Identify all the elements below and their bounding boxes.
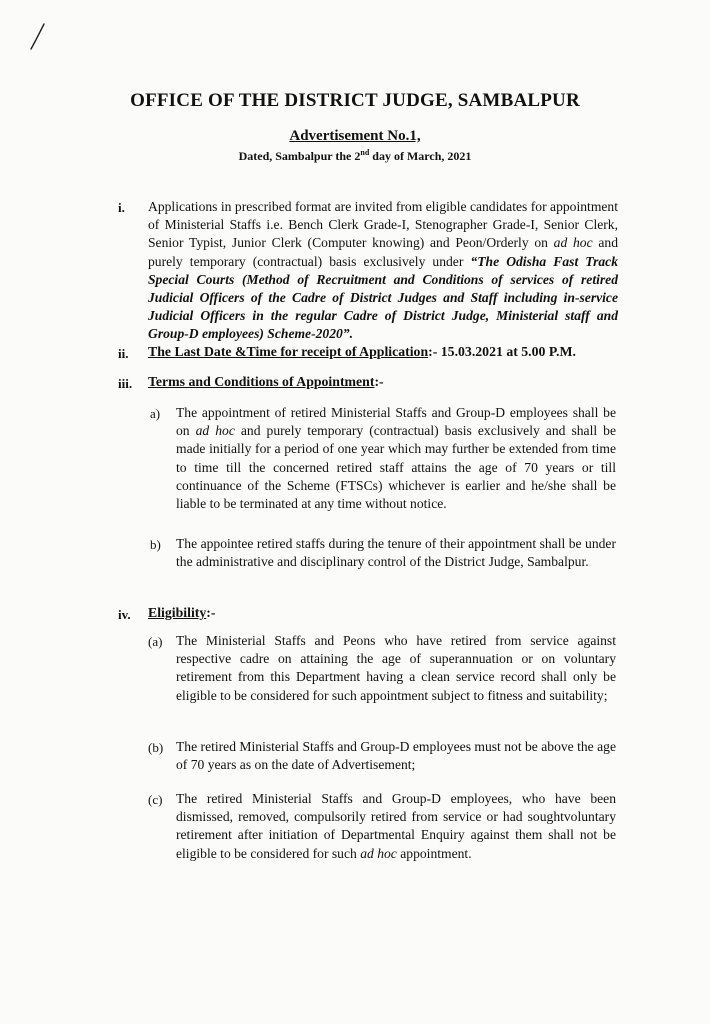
eligibility-item-c-label: (c) (148, 792, 163, 807)
eligibility-heading: Eligibility:- (148, 605, 216, 620)
terms-item-b-label: b) (150, 537, 161, 552)
eligibility-item-b-label: (b) (148, 740, 164, 755)
terms-item-a-text: The appointment of retired Ministerial Staffs and Group-D employees shall be on ad hoc and purely temporary (contractual) basis exclusively and shall be made initially for a period of one year which may further be extended from time to time till the concerned retired staff attains the age of 70 years or till continuance of the Scheme (FTSCs) whichever is earlier and he/she shall be liable to be terminated at any time without notice. (176, 405, 616, 512)
section-iii-number: iii. (118, 376, 133, 391)
eligibility-item-a-text: The Ministerial Staffs and Peons who have retired from service against respective cadre on attaining the age of superannuation or on voluntary retirement from this Department having a clean service record shall only be eligible to be considered for such appointment subject to fitness and suitability; (176, 633, 616, 703)
terms-item-a-label: a) (150, 406, 161, 421)
section-i-paragraph: Applications in prescribed format are invited from eligible candidates for appointment of Ministerial Staffs i.e. Bench Clerk Grade-I, Stenographer Grade-I, Senior Clerk, Senior Typist, Junior Clerk (Computer knowing) and Peon/Orderly on ad hoc and purely temporary (contractual) basis exclusively under “The Odisha Fast Track Special Courts (Method of Recruitment and Conditions of services of retired Judicial Officers of the Cadre of District Judges and Staff including in-service Judicial Officers in the regular Cadre of District Judge, Ministerial staff and Group-D employees) Scheme-2020”. (148, 199, 619, 342)
terms-heading: Terms and Conditions of Appointment:- (148, 374, 384, 389)
last-date-line: The Last Date &Time for receipt of Application:- 15.03.2021 at 5.00 P.M. (148, 344, 576, 359)
advertisement-number: Advertisement No.1, (289, 128, 421, 144)
office-title: OFFICE OF THE DISTRICT JUDGE, SAMBALPUR (130, 90, 580, 111)
section-i-number: i. (118, 200, 125, 215)
terms-item-b-text: The appointee retired staffs during the tenure of their appointment shall be under the administrative and disciplinary control of the District Judge, Sambalpur. (176, 536, 616, 570)
eligibility-item-c-text: The retired Ministerial Staffs and Group-D employees, who have been dismissed, removed, compulsorily retired from service or had soughtvoluntary retirement after initiation of Departmental Enquiry against them shall not be eligible to be considered for such ad hoc appointment. (176, 791, 616, 861)
section-ii-number: ii. (118, 346, 129, 361)
advertisement-date: Dated, Sambalpur the 2nd day of March, 2021 (238, 148, 472, 163)
eligibility-item-a-label: (a) (148, 634, 163, 649)
handwritten-slash-mark (28, 22, 48, 52)
section-iv-number: iv. (118, 607, 131, 622)
eligibility-item-b-text: The retired Ministerial Staffs and Group-D employees must not be above the age of 70 years as on the date of Advertisement; (176, 739, 616, 773)
